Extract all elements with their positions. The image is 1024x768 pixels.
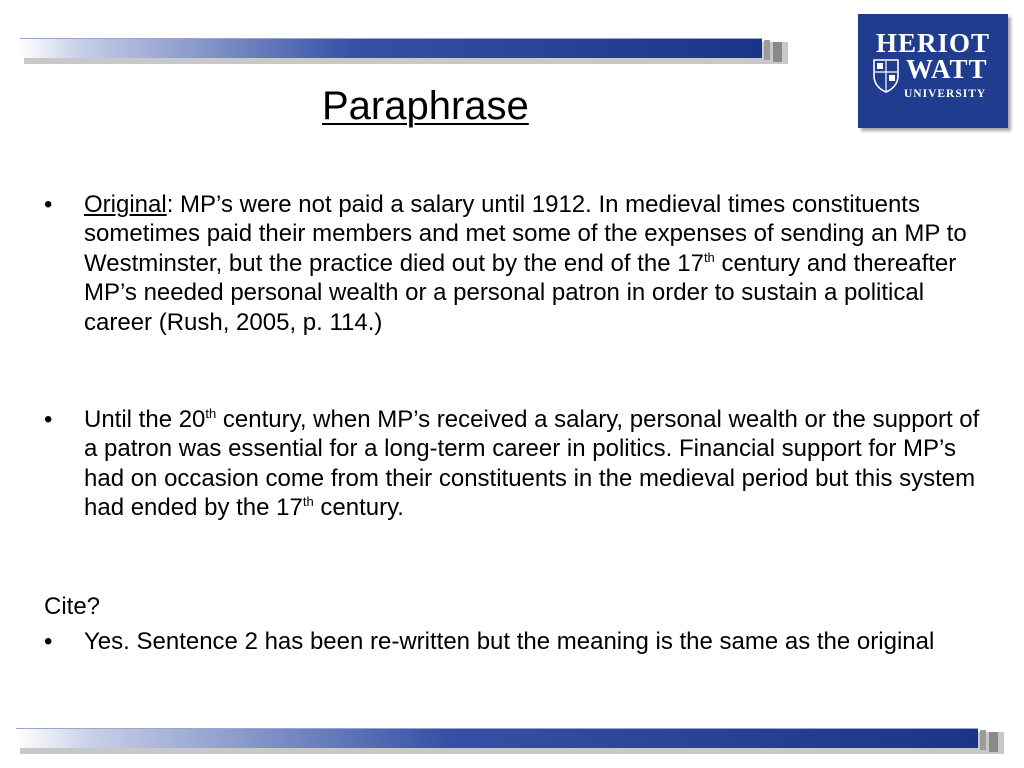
paraphrase-superscript-1: th <box>205 406 217 421</box>
cite-answer: Yes. Sentence 2 has been re-written but the meaning is the same as the original <box>84 628 935 655</box>
original-text-1: : MP’s were not paid a salary until 1912. In medieval times constituents sometimes paid their members and met some of the expenses of sending an MP to Westminster, but the practice died out by the end of the 17 <box>84 191 967 277</box>
bottom-decorative-bar <box>16 728 1004 754</box>
bullet-marker: • <box>44 628 53 655</box>
paraphrase-text-1: Until the 20 <box>84 406 206 433</box>
paraphrase-text-2: century, when MP’s received a salary, personal wealth or the support of a patron was essential for a long-term career in politics. Financial support for MP’s had on occasion come from their constituents in the medieval period but this system had ended by the 17 <box>84 406 980 522</box>
heriot-watt-logo <box>858 14 1008 128</box>
logo-line-watt: WATT <box>906 54 988 84</box>
paraphrase-paragraph <box>84 405 994 523</box>
original-superscript: th <box>703 249 715 265</box>
original-paragraph <box>84 190 994 337</box>
paraphrase-text-3: century. <box>313 494 404 522</box>
logo-line-heriot: HERIOT <box>875 28 991 58</box>
slide-title: Paraphrase <box>322 84 529 128</box>
top-decorative-bar <box>20 38 788 64</box>
cite-question: Cite? <box>44 593 101 620</box>
logo-line-university: UNIVERSITY <box>904 88 987 100</box>
bullet-marker: • <box>44 191 53 218</box>
original-text-2: century and thereafter MP’s needed personal wealth or a personal patron in order to sustain a political career (Rush, 2005, p. 114.) <box>84 249 957 336</box>
crest-icon <box>872 58 900 94</box>
original-label: Original <box>84 191 167 218</box>
paraphrase-superscript-2: th <box>302 494 314 510</box>
bullet-marker: • <box>44 406 53 433</box>
